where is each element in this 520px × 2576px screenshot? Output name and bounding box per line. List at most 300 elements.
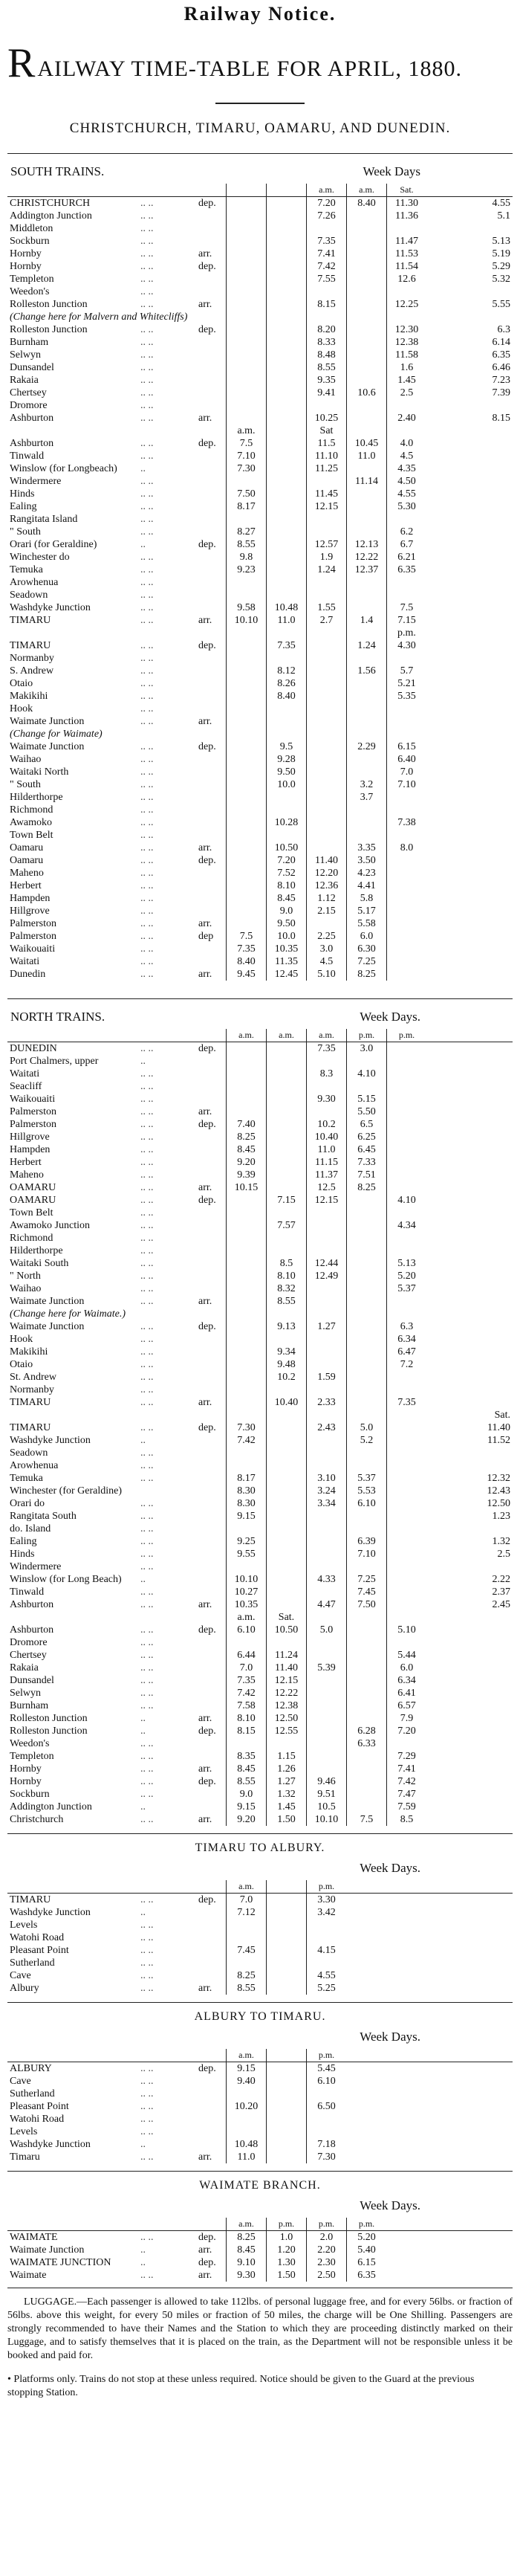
station-name: Temuka (10, 1473, 43, 1485)
time-cell: 12.44 (307, 1257, 347, 1270)
arr-dep-label (196, 1548, 227, 1560)
time-cell: 12.15 (307, 1194, 347, 1207)
time-cell: 8.25 (347, 1181, 387, 1194)
table-row (7, 412, 513, 425)
extra-time-cell (426, 1181, 513, 1194)
time-cell (347, 361, 387, 374)
time-cell (267, 589, 307, 601)
time-cell: 7.25 (347, 955, 387, 968)
arr-dep-label (196, 1944, 227, 1957)
extra-time-cell: 5.32 (492, 274, 510, 285)
table-row (7, 1080, 513, 1093)
time-cell: 6.25 (347, 1131, 387, 1143)
time-cell (307, 690, 347, 703)
time-cell (307, 576, 347, 589)
time-cell (347, 1346, 387, 1358)
arr-dep-label (196, 1497, 227, 1510)
arr-dep-label (196, 1068, 227, 1080)
station-name: Arowhenua (10, 1460, 59, 1472)
time-cell: Sat. (387, 184, 427, 197)
table-header-row (7, 2049, 513, 2062)
station-name: Rolleston Junction (10, 1713, 88, 1725)
time-cell (307, 1712, 347, 1725)
station-name: Waihao (10, 1283, 42, 1295)
time-cell (387, 652, 427, 665)
extra-time-cell (426, 1042, 513, 1056)
time-cell (267, 1535, 307, 1548)
extra-time-cell (386, 2256, 513, 2269)
time-cell: 1.45 (387, 374, 427, 387)
time-cell (227, 1068, 267, 1080)
table-row (7, 551, 513, 564)
station-name: TIMARU (10, 1397, 51, 1409)
leader-dots: .. .. (140, 703, 154, 715)
station-name: Palmerston (10, 918, 56, 930)
time-cell: 7.40 (227, 1118, 267, 1131)
time-cell (347, 715, 387, 728)
time-cell (267, 564, 307, 576)
station-name: TIMARU (10, 1422, 51, 1434)
time-cell (227, 1384, 267, 1396)
leader-dots: .. .. (140, 2232, 154, 2244)
station-name: OAMARU (10, 1195, 56, 1207)
time-cell: 9.50 (267, 917, 307, 930)
station-name: Port Chalmers, upper (10, 1056, 99, 1068)
station-name: Washdyke Junction (10, 602, 91, 614)
time-cell (267, 1894, 307, 1907)
leader-dots: .. .. (140, 400, 154, 412)
time-cell (347, 1459, 387, 1472)
time-cell: 11.0 (267, 614, 307, 627)
arr-dep-label (196, 576, 227, 589)
time-cell (347, 1194, 387, 1207)
time-cell: 4.0 (387, 437, 427, 450)
table-row (7, 298, 513, 311)
time-cell: 11.24 (267, 1649, 307, 1662)
extra-time-cell: 6.35 (492, 349, 510, 361)
time-cell: 6.3 (387, 1320, 427, 1333)
time-cell: 9.15 (227, 2062, 267, 2076)
time-cell: 5.10 (307, 968, 347, 981)
extra-time-cell (426, 791, 513, 804)
time-cell: 10.40 (267, 1396, 307, 1409)
time-cell: 4.10 (347, 1068, 387, 1080)
time-cell: 6.0 (347, 930, 387, 943)
table-row (7, 2100, 513, 2113)
extra-time-cell (426, 285, 513, 298)
time-cell (267, 260, 307, 273)
leader-dots: .. .. (140, 2126, 154, 2138)
leader-dots: .. .. (140, 943, 154, 955)
table-row (7, 1699, 513, 1712)
leader-dots: .. .. (140, 1738, 154, 1750)
arr-dep-label (196, 387, 227, 399)
time-cell: 9.58 (227, 601, 267, 614)
station-name: (Change for Waimate) (10, 729, 103, 740)
time-cell (307, 2088, 347, 2100)
time-cell (347, 1055, 387, 1068)
time-cell (267, 1880, 307, 1894)
time-cell (387, 879, 427, 892)
extra-time-cell (426, 576, 513, 589)
arr-dep-label: dep. (198, 198, 216, 210)
extra-time-cell (346, 2151, 513, 2163)
time-cell: 7.0 (227, 1894, 267, 1907)
arr-dep-label (196, 677, 227, 690)
arr-dep-label: arr. (198, 1296, 212, 1308)
time-cell: 9.39 (227, 1169, 267, 1181)
station-name: Ealing (10, 501, 37, 513)
time-cell: 10.15 (227, 1181, 267, 1194)
table-row (7, 1712, 513, 1725)
time-cell: 11.58 (387, 349, 427, 361)
time-cell: 11.10 (307, 450, 347, 462)
station-name: Seacliff (10, 1081, 42, 1093)
table-row (7, 1906, 513, 1919)
time-cell (387, 1447, 427, 1459)
extra-time-cell (426, 1320, 513, 1333)
extra-time-cell (386, 2231, 513, 2244)
station-name: Hook (10, 1334, 33, 1346)
time-cell: p.m. (387, 627, 427, 639)
arr-dep-label (196, 2113, 227, 2125)
time-cell (347, 829, 387, 842)
time-cell: 8.45 (267, 892, 307, 905)
time-cell: 10.35 (227, 1598, 267, 1611)
time-cell: 7.57 (267, 1219, 307, 1232)
time-cell (307, 627, 347, 639)
time-cell (307, 1219, 347, 1232)
station-name: Town Belt (10, 1207, 53, 1219)
leader-dots: .. .. (140, 1397, 154, 1409)
time-cell (387, 829, 427, 842)
extra-time-cell (426, 1029, 513, 1042)
time-cell (387, 1118, 427, 1131)
time-cell: 4.5 (387, 450, 427, 462)
time-cell: 6.35 (387, 564, 427, 576)
time-cell: a.m. (347, 184, 387, 197)
time-cell (267, 2138, 307, 2151)
time-cell (267, 1080, 307, 1093)
extra-time-cell (426, 728, 513, 740)
table-row (7, 235, 513, 248)
table-row (7, 488, 513, 500)
station-name: Oamaru (10, 855, 44, 867)
table-row (7, 715, 513, 728)
station-name: " South (10, 779, 41, 791)
leader-dots: .. .. (140, 1359, 154, 1371)
table-row (7, 1586, 513, 1598)
station-name: Waitaki North (10, 766, 69, 778)
time-cell (267, 462, 307, 475)
arr-dep-label (196, 1143, 227, 1156)
time-cell (347, 1080, 387, 1093)
station-name: Sutherland (10, 2088, 55, 2100)
time-cell (307, 1333, 347, 1346)
time-cell (387, 1232, 427, 1245)
time-cell (307, 1409, 347, 1421)
time-cell: 4.34 (387, 1219, 427, 1232)
arr-dep-label (196, 1699, 227, 1712)
time-cell: 7.15 (267, 1194, 307, 1207)
time-cell: 11.40 (307, 854, 347, 867)
time-cell (267, 425, 307, 437)
time-cell (307, 222, 347, 235)
time-cell (347, 248, 387, 260)
leader-dots: .. .. (140, 1169, 154, 1181)
table-row (7, 1737, 513, 1750)
time-cell: 7.5 (227, 930, 267, 943)
leader-dots: .. .. (140, 691, 154, 703)
time-cell (267, 222, 307, 235)
leader-dots: .. .. (140, 906, 154, 917)
arr-dep-label (196, 526, 227, 538)
time-cell (227, 235, 267, 248)
time-cell: 6.40 (387, 753, 427, 766)
arr-dep-label (196, 1523, 227, 1535)
station-name: Burnham (10, 337, 49, 349)
time-cell: 12.50 (267, 1712, 307, 1725)
leader-dots: .. .. (140, 1700, 154, 1712)
time-cell: 7.0 (227, 1662, 267, 1674)
time-cell (267, 1497, 307, 1510)
time-cell (227, 1371, 267, 1384)
table-row (7, 791, 513, 804)
time-cell (267, 1944, 307, 1957)
arr-dep-label (196, 1459, 227, 1472)
table-row (7, 766, 513, 778)
leader-dots: .. .. (140, 1920, 154, 1931)
station-name: Dunedin (10, 969, 46, 981)
time-cell: 5.8 (347, 892, 387, 905)
extra-time-cell (426, 829, 513, 842)
time-cell: 10.2 (267, 1371, 307, 1384)
time-cell: 6.21 (387, 551, 427, 564)
time-cell: 7.58 (227, 1699, 267, 1712)
time-cell: 7.9 (387, 1712, 427, 1725)
time-cell: 12.55 (267, 1725, 307, 1737)
time-cell: 10.10 (307, 1813, 347, 1826)
arr-dep-label (196, 728, 227, 740)
leader-dots: .. .. (140, 387, 154, 399)
time-cell (267, 1510, 307, 1523)
extra-time-cell (426, 1384, 513, 1396)
leader-dots: .. .. (140, 1473, 154, 1485)
arr-dep-label (196, 1358, 227, 1371)
extra-time-cell: 7.23 (492, 375, 510, 387)
time-cell (227, 1219, 267, 1232)
leader-dots: .. .. (140, 1662, 154, 1674)
time-cell: 3.34 (307, 1497, 347, 1510)
leader-dots: .. .. (140, 2270, 154, 2282)
extra-time-cell (426, 930, 513, 943)
extra-time-cell (426, 1396, 513, 1409)
table-row (7, 1042, 513, 1056)
time-cell (267, 2100, 307, 2113)
time-cell: 3.30 (307, 1894, 347, 1907)
extra-time-cell (426, 1763, 513, 1775)
time-cell: 5.15 (347, 1093, 387, 1105)
table-row (7, 1931, 513, 1944)
extra-time-cell: 2.37 (492, 1586, 510, 1598)
time-cell (347, 1763, 387, 1775)
station-name: Christchurch (10, 1814, 64, 1826)
table-row (7, 1194, 513, 1207)
time-cell (347, 235, 387, 248)
time-cell: 2.20 (307, 2244, 347, 2256)
station-name: do. Island (10, 1523, 51, 1535)
station-name: Seadown (10, 590, 48, 601)
time-cell (387, 425, 427, 437)
arr-dep-label (196, 1636, 227, 1649)
station-name: Waitaki South (10, 1258, 69, 1270)
time-cell (347, 576, 387, 589)
station-name: Rolleston Junction (10, 299, 88, 311)
time-cell (267, 1245, 307, 1257)
station-name: Chertsey (10, 1650, 47, 1662)
time-cell: a.m. (227, 2218, 267, 2231)
extra-time-cell (426, 955, 513, 968)
table-row (7, 260, 513, 273)
time-cell (307, 917, 347, 930)
time-cell (227, 1346, 267, 1358)
leader-dots: .. .. (140, 1945, 154, 1957)
station-name: Sutherland (10, 1957, 55, 1969)
arr-dep-label (196, 1282, 227, 1295)
arr-dep-label: arr. (198, 1599, 212, 1611)
extra-time-cell (426, 1523, 513, 1535)
time-cell (347, 1699, 387, 1712)
arr-dep-label (196, 1801, 227, 1813)
time-cell (307, 1080, 347, 1093)
time-cell: 2.5 (387, 387, 427, 399)
time-cell: 12.38 (267, 1699, 307, 1712)
time-cell: 1.32 (267, 1788, 307, 1801)
extra-time-cell (426, 1093, 513, 1105)
time-cell (347, 1624, 387, 1636)
leader-dots: .. .. (140, 274, 154, 285)
time-cell (227, 753, 267, 766)
extra-time-cell (426, 690, 513, 703)
time-cell (267, 437, 307, 450)
leader-dots: .. .. (140, 665, 154, 677)
time-cell (227, 260, 267, 273)
time-cell: 5.2 (347, 1434, 387, 1447)
time-cell: 8.55 (307, 361, 347, 374)
table-row (7, 917, 513, 930)
extra-time-cell (426, 1636, 513, 1649)
table-row (7, 740, 513, 753)
time-cell (227, 184, 267, 197)
arr-dep-label: dep. (198, 438, 216, 450)
time-cell: 10.10 (227, 614, 267, 627)
time-cell: 10.5 (307, 1801, 347, 1813)
time-cell: p.m. (347, 1029, 387, 1042)
time-cell: 7.20 (307, 197, 347, 210)
time-cell: 4.33 (307, 1573, 347, 1586)
leader-dots: .. .. (140, 792, 154, 804)
time-cell (267, 2062, 307, 2076)
time-cell: 8.55 (227, 1982, 267, 1995)
leader-dots: .. .. (140, 754, 154, 766)
title-text: AILWAY TIME-TABLE FOR APRIL, 1880. (37, 57, 462, 82)
time-cell: 7.38 (387, 816, 427, 829)
time-cell (347, 1636, 387, 1649)
table-row (7, 955, 513, 968)
time-cell (347, 1649, 387, 1662)
extra-time-cell (426, 399, 513, 412)
time-cell (227, 1308, 267, 1320)
extra-time-cell: 5.29 (492, 261, 510, 273)
extra-time-cell (346, 1969, 513, 1982)
arr-dep-label (196, 1131, 227, 1143)
page-header: Railway Notice. (183, 3, 337, 25)
time-cell: 7.12 (227, 1906, 267, 1919)
leader-dots: .. (140, 2244, 146, 2256)
time-cell: p.m. (387, 1029, 427, 1042)
time-cell (267, 285, 307, 298)
arr-dep-label: dep. (198, 1195, 216, 1207)
time-cell: 3.0 (307, 943, 347, 955)
table-row (7, 1982, 513, 1995)
station-name: Waitati (10, 1068, 40, 1080)
extra-time-cell (426, 627, 513, 639)
station-name: Levels (10, 1920, 38, 1931)
extra-time-cell (426, 1459, 513, 1472)
time-cell: 6.10 (307, 2075, 347, 2088)
extra-time-cell: 5.19 (492, 248, 510, 260)
time-cell (267, 184, 307, 197)
arr-dep-label (196, 1906, 227, 1919)
extra-time-cell (426, 1131, 513, 1143)
time-cell (307, 778, 347, 791)
time-cell: a.m. (307, 1029, 347, 1042)
time-cell: 8.40 (267, 690, 307, 703)
extra-time-cell (426, 1282, 513, 1295)
extra-time-cell: 6.3 (497, 324, 510, 336)
timaru-albury-table (7, 1880, 513, 1995)
arr-dep-label (196, 816, 227, 829)
leader-dots: .. .. (140, 1372, 154, 1384)
time-cell (307, 1750, 347, 1763)
time-cell (347, 222, 387, 235)
extra-time-cell (426, 677, 513, 690)
time-cell (227, 1333, 267, 1346)
time-cell (387, 1611, 427, 1624)
time-cell (347, 1510, 387, 1523)
table-row (7, 1957, 513, 1969)
time-cell: 8.30 (227, 1497, 267, 1510)
time-cell: 10.20 (227, 2100, 267, 2113)
table-row (7, 1750, 513, 1763)
time-cell (227, 879, 267, 892)
table-row (7, 1969, 513, 1982)
time-cell (267, 248, 307, 260)
table-row (7, 475, 513, 488)
leader-dots (138, 728, 196, 740)
time-cell (267, 1131, 307, 1143)
time-cell (347, 1611, 387, 1624)
time-cell (307, 816, 347, 829)
time-cell: 7.55 (307, 273, 347, 285)
station-name (7, 1611, 138, 1624)
time-cell (227, 917, 267, 930)
time-cell: 2.0 (307, 2231, 347, 2244)
time-cell: p.m. (267, 2218, 307, 2231)
time-cell (227, 778, 267, 791)
arr-dep-label: arr. (198, 248, 212, 260)
leader-dots: .. .. (140, 375, 154, 387)
